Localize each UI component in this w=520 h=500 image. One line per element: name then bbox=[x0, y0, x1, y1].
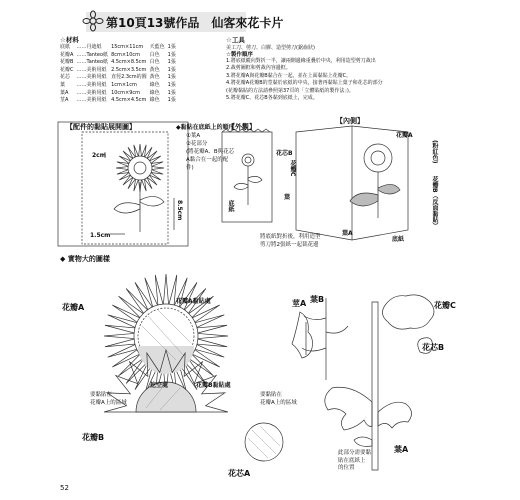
petal-b-label: 花瓣B bbox=[82, 433, 105, 442]
text-line: A黏合在一起的配 bbox=[186, 157, 229, 163]
petal-shape bbox=[152, 167, 164, 170]
interior-base-label: 底紙 bbox=[392, 236, 405, 243]
text-line: 件) bbox=[186, 165, 194, 171]
paste-note bbox=[338, 450, 371, 473]
leaf-b-label: 葉B bbox=[310, 295, 325, 304]
petal-shape bbox=[119, 296, 144, 317]
petal-b-glue-label: 花瓣B黏貼處 bbox=[196, 382, 231, 389]
text-line: 5.將花瓣C、花芯B各黏到底紙上，完成。 bbox=[226, 95, 318, 102]
steps-heading: ☆製作順序 bbox=[226, 52, 253, 58]
material-cell: ……美術用紙 bbox=[76, 66, 107, 73]
material-cell: ……美術用紙 bbox=[76, 89, 107, 96]
petal-a-label: 花瓣A bbox=[62, 303, 85, 312]
text-line: 要黏貼在 bbox=[90, 392, 113, 398]
stem-pattern bbox=[372, 302, 378, 470]
leaf-a-big-pattern bbox=[325, 387, 372, 430]
material-cell: ……Tanteo紙 bbox=[76, 59, 109, 66]
material-cell: 白色 bbox=[149, 51, 160, 58]
two-cm-label: 2cm bbox=[92, 152, 106, 159]
exterior-core-b-label: 花芯B bbox=[276, 150, 293, 157]
material-cell: 天藍色 bbox=[149, 44, 165, 50]
material-cell: 1張 bbox=[167, 97, 176, 104]
interior-pink-label: (粉紅色) bbox=[431, 140, 438, 164]
material-cell: ……美術用紙 bbox=[76, 81, 107, 88]
material-cell: 葉A bbox=[60, 89, 69, 96]
exterior-base-label: 底紙 bbox=[227, 200, 234, 212]
petal-shape bbox=[105, 325, 135, 333]
interior-title: 【內側】 bbox=[336, 117, 364, 125]
petal-a-glue-label: 花瓣A黏貼處 bbox=[176, 298, 211, 305]
material-cell: 4.5cm×4.5cm bbox=[111, 97, 147, 104]
material-cell: ……Tanteo紙 bbox=[76, 51, 109, 58]
material-cell: ……美術用紙 bbox=[76, 74, 107, 81]
material-cell: 4.5cm×8.5cm bbox=[111, 59, 147, 66]
text-line: ①葉A bbox=[186, 133, 201, 139]
leaf-a-label: 葉A bbox=[394, 445, 409, 454]
petal-shape bbox=[116, 167, 128, 170]
glue-note-2 bbox=[260, 392, 297, 407]
petal-shape bbox=[134, 145, 139, 157]
interior-petal-b-label: 花瓣B（反面黏貼） bbox=[431, 176, 438, 229]
material-cell: 直徑2.3cm的圓 bbox=[111, 74, 147, 81]
petal-shape bbox=[117, 162, 129, 167]
petal-shape bbox=[197, 325, 227, 333]
petal-shape bbox=[142, 179, 147, 191]
material-cell: 1張 bbox=[167, 81, 176, 88]
material-cell: 白色 bbox=[149, 59, 160, 66]
tools-text: 美工刀、剪刀、白膠、造型剪刀(鋸齒狀) bbox=[226, 45, 315, 51]
text-line: 剪刀將2張紙一起裁花邊 bbox=[260, 241, 319, 248]
layout-panel-frame bbox=[58, 122, 188, 246]
petal-shape bbox=[139, 144, 142, 156]
text-line: 此部分需要黏 bbox=[338, 450, 372, 456]
petal-shape bbox=[197, 339, 227, 347]
material-cell: 花瓣C bbox=[60, 66, 74, 73]
eight-five-cm-label: 8.5cm bbox=[176, 200, 183, 221]
petal-shape bbox=[104, 333, 134, 338]
petal-c-pattern bbox=[382, 295, 434, 329]
order-title: ◆黏貼在底紙上的順序 bbox=[176, 124, 235, 131]
petal-shape bbox=[151, 162, 163, 167]
petal-shape bbox=[105, 339, 135, 347]
text-line: 1.將底紙縱向對折一半，讓兩側邊緣重疊於中央，利用造型剪刀裁出 bbox=[226, 58, 376, 64]
material-cell: 1張 bbox=[167, 44, 176, 50]
text-line: (花瓣黏貼的方法請參照第37頁的「立體貼紙的製作法」)。 bbox=[226, 87, 354, 94]
flower-core-b-label: 花芯B bbox=[422, 343, 445, 352]
material-cell: 綠色 bbox=[149, 97, 160, 104]
order-steps bbox=[186, 132, 234, 172]
material-cell: ……丹迪紙 bbox=[76, 44, 102, 50]
material-cell: 花芯 bbox=[60, 74, 71, 81]
text-line: 花瓣A上的區域 bbox=[90, 399, 127, 406]
material-cell: 花瓣B bbox=[60, 59, 74, 66]
stem-a-label: 莖A bbox=[292, 299, 307, 308]
interior-leaf-a-label: 葉A bbox=[342, 230, 353, 237]
material-cell: 黃色 bbox=[149, 66, 160, 73]
material-cell: 黃色 bbox=[149, 74, 160, 81]
text-line: 的位置 bbox=[338, 465, 355, 471]
glue-note bbox=[90, 392, 127, 407]
petal-shape bbox=[163, 274, 168, 304]
petal-shape bbox=[147, 151, 157, 161]
petal-shape bbox=[147, 175, 157, 185]
material-cell: 1張 bbox=[167, 74, 176, 81]
pattern-title: ◆ 實物大的圖樣 bbox=[60, 255, 110, 263]
material-cell: 綠色 bbox=[149, 89, 160, 96]
material-cell: 綠色 bbox=[149, 81, 160, 88]
petal-shape bbox=[123, 175, 133, 185]
material-cell: 1cm×1cm bbox=[111, 81, 137, 88]
material-cell: 底紙 bbox=[60, 44, 71, 50]
material-cell: 1張 bbox=[167, 59, 176, 66]
text-line: 花瓣A上的區域 bbox=[260, 399, 297, 406]
petal-shape bbox=[117, 170, 129, 175]
petal-c-label: 花瓣C bbox=[434, 301, 456, 310]
material-cell: 1張 bbox=[167, 89, 176, 96]
exterior-leaf-label: 葉 bbox=[284, 194, 291, 201]
material-cell: 1張 bbox=[167, 51, 176, 58]
material-cell: 葉 bbox=[60, 81, 66, 88]
material-cell: 花瓣A bbox=[60, 51, 74, 58]
page-number: 52 bbox=[60, 484, 69, 492]
text-line: (將花瓣A、B與花芯 bbox=[186, 149, 235, 155]
material-cell: 莖A bbox=[60, 97, 69, 104]
text-line: 3.將花瓣A與花瓣B黏合在一起，並在上面黏貼上花瓣C。 bbox=[226, 72, 352, 79]
material-cell: 8cm×10cm bbox=[111, 51, 141, 58]
material-cell: 1張 bbox=[167, 66, 176, 73]
one-five-cm-label: 1.5cm bbox=[90, 232, 111, 239]
text-line: 要黏貼在 bbox=[260, 392, 283, 398]
material-cell: ……美術用紙 bbox=[76, 97, 107, 104]
exterior-title: 【外觀】 bbox=[228, 123, 256, 131]
petal-shape bbox=[134, 179, 139, 191]
flower-core-a-pattern bbox=[245, 423, 283, 461]
text-line: 貼在底紙上 bbox=[338, 457, 366, 464]
text-line: ②花部分 bbox=[186, 141, 208, 147]
petal-shape bbox=[123, 151, 133, 161]
flower-core-a-label: 花芯A bbox=[228, 469, 251, 478]
fold-note bbox=[260, 234, 321, 249]
text-line: 2.裁剪圖框和剪裁內容邊框。 bbox=[226, 65, 291, 72]
tools-heading: ☆工具 bbox=[226, 36, 245, 44]
material-cell: 15cm×11cm bbox=[111, 44, 144, 50]
text-line: 將底紙對折後，利用造型 bbox=[260, 234, 321, 240]
page-title: 第10頁13號作品 仙客來花卡片 bbox=[106, 16, 284, 30]
petal-shape bbox=[142, 145, 147, 157]
material-cell: 2.5cm×3.5cm bbox=[111, 66, 147, 73]
petal-shape bbox=[126, 289, 147, 314]
cutout-label: 挖空處 bbox=[150, 382, 169, 389]
petal-shape bbox=[198, 333, 228, 338]
petal-shape bbox=[151, 170, 163, 175]
petal-shape bbox=[155, 275, 163, 305]
exterior-petal-c-label: 花瓣C bbox=[289, 160, 296, 177]
interior-petal-a-label: 花瓣A bbox=[396, 132, 413, 139]
text-line: 4.將花瓣A花瓣B的莖黏於底紙的中央，接著再黏貼上葉子和花芯的部分 bbox=[226, 80, 383, 87]
layout-panel-title: 【配件的黏貼展開圖】 bbox=[66, 123, 136, 131]
materials-heading: ☆材料 bbox=[60, 36, 79, 44]
material-cell: 10cm×9cm bbox=[111, 89, 141, 96]
